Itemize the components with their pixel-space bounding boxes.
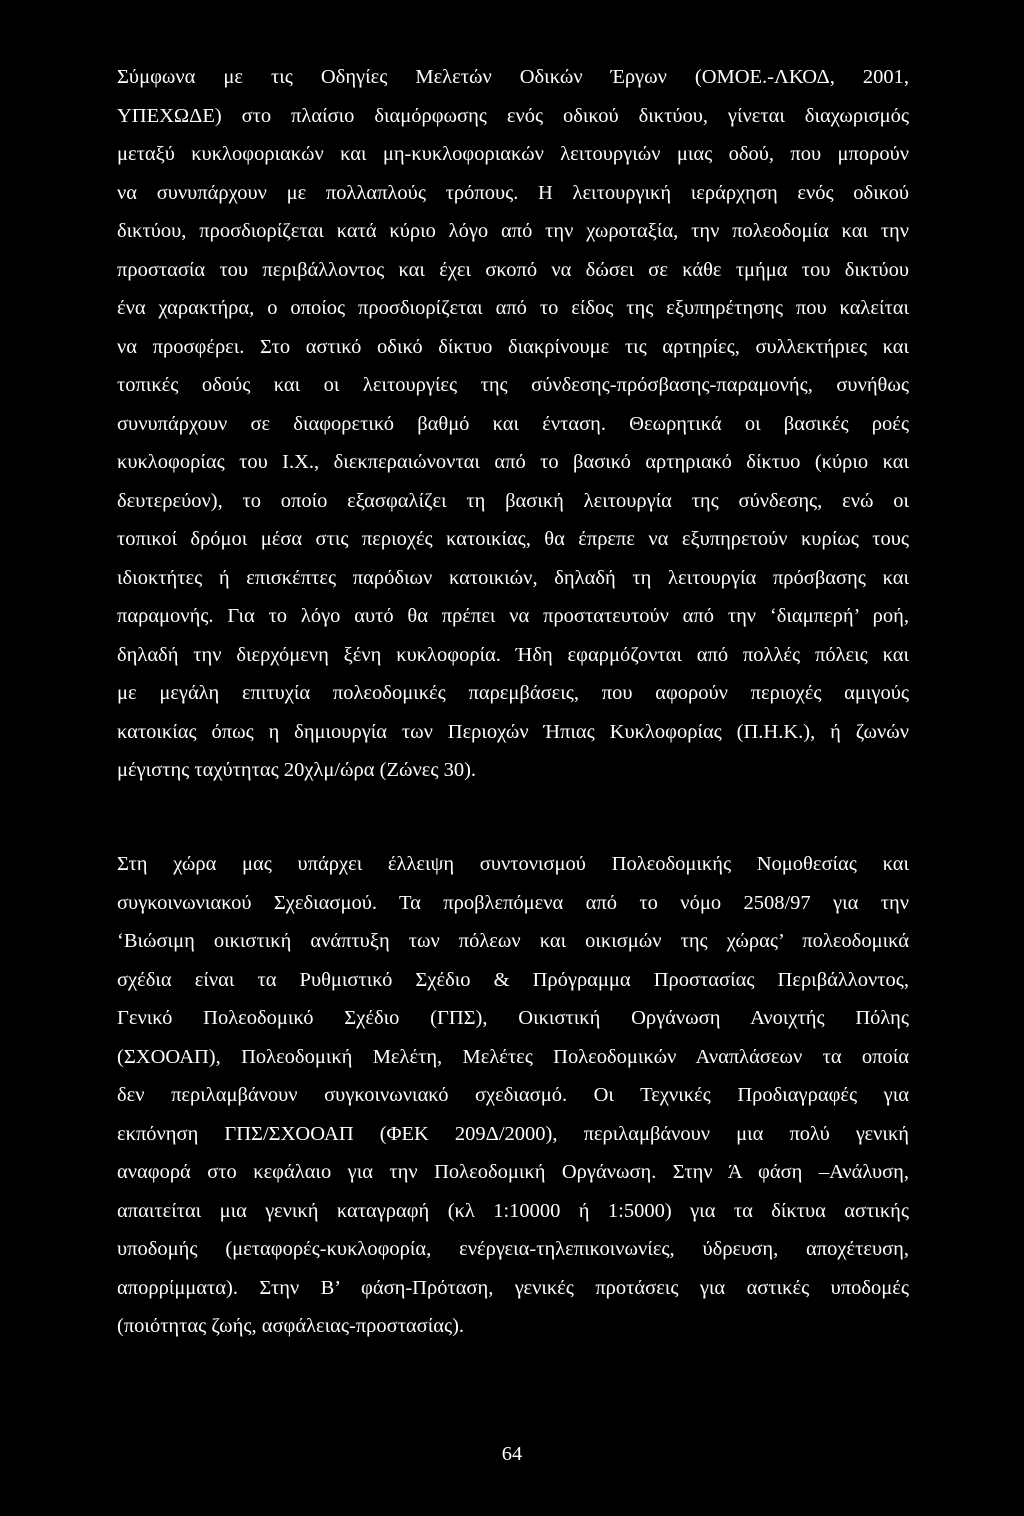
paragraph-2 (117, 845, 909, 1346)
text-line: δικτύου, προσδιορίζεται κατά κύριο λόγο από την χωροταξία, την πολεοδομία και την (117, 220, 909, 242)
text-line: Γενικό Πολεοδομικό Σχέδιο (ΓΠΣ), Οικιστική Οργάνωση Ανοιχτής Πόλης (117, 1007, 909, 1029)
text-line: παραμονής. Για το λόγο αυτό θα πρέπει να προστατευτούν από την ‘διαμπερή’ ροή, (117, 605, 909, 627)
text-line: συνυπάρχουν σε διαφορετικό βαθμό και ένταση. Θεωρητικά οι βασικές ροές (117, 412, 909, 435)
text-line: δεν περιλαμβάνουν συγκοινωνιακό σχεδιασμό. Οι Τεχνικές Προδιαγραφές για (117, 1084, 909, 1106)
text-line: Στη χώρα μας υπάρχει έλλειψη συντονισμού Πολεοδομικής Νομοθεσίας και (117, 853, 909, 875)
text-line: υποδομής (μεταφορές-κυκλοφορία, ενέργεια-τηλεπικοινωνίες, ύδρευση, αποχέτευση, (117, 1238, 909, 1260)
text-line: (ποιότητας ζωής, ασφάλειας-προστασίας). (117, 1315, 465, 1337)
text-line: Σύμφωνα με τις Οδηγίες Μελετών Οδικών Έργων (ΟΜΟΕ.-ΛΚΟΔ, 2001, (117, 66, 909, 88)
page-number: 64 (501, 1443, 523, 1465)
text-line: να προσφέρει. Στο αστικό οδικό δίκτυο διακρίνουμε τις αρτηρίες, συλλεκτήριες και (117, 335, 909, 358)
text-line: τοπικοί δρόμοι μέσα στις περιοχές κατοικίας, θα έπρεπε να εξυπηρετούν κυρίως τους (117, 528, 909, 550)
text-line: απαιτείται μια γενική καταγραφή (κλ 1:10000 ή 1:5000) για τα δίκτυα αστικής (117, 1199, 909, 1222)
text-line: κυκλοφορίας του Ι.Χ., διεκπεραιώνονται από το βασικό αρτηριακό δίκτυο (κύριο και (117, 451, 909, 473)
text-line: με μεγάλη επιτυχία πολεοδομικές παρεμβάσεις, που αφορούν περιοχές αμιγούς (117, 682, 909, 704)
text-line: ΥΠΕΧΩΔΕ) στο πλαίσιο διαμόρφωσης ενός οδικού δικτύου, γίνεται διαχωρισμός (117, 104, 909, 127)
text-line: εκπόνηση ΓΠΣ/ΣΧΟΟΑΠ (ΦΕΚ 209Δ/2000), περιλαμβάνουν μια πολύ γενική (117, 1122, 909, 1145)
text-line: απορρίμματα). Στην Β’ φάση-Πρόταση, γενικές προτάσεις για αστικές υποδομές (117, 1276, 909, 1299)
text-line: ένα χαρακτήρα, ο οποίος προσδιορίζεται από το είδος της εξυπηρέτησης που καλείται (117, 297, 909, 319)
text-line: (ΣΧΟΟΑΠ), Πολεοδομική Μελέτη, Μελέτες Πολεοδομικών Αναπλάσεων τα οποία (117, 1045, 909, 1068)
text-line: δευτερεύον), το οποίο εξασφαλίζει τη βασική λειτουργία της σύνδεσης, ενώ οι (117, 489, 909, 512)
text-line: ‘Βιώσιμη οικιστική ανάπτυξη των πόλεων και οικισμών της χώρας’ πολεοδομικά (117, 930, 909, 952)
text-line: προστασία του περιβάλλοντος και έχει σκοπό να δώσει σε κάθε τμήμα του δικτύου (117, 258, 909, 281)
text-line: τοπικές οδούς και οι λειτουργίες της σύνδεσης-πρόσβασης-παραμονής, συνήθως (117, 374, 909, 396)
text-line: κατοικίας όπως η δημιουργία των Περιοχών Ήπιας Κυκλοφορίας (Π.Η.Κ.), ή ζωνών (117, 720, 909, 743)
paragraph-1 (117, 58, 909, 790)
text-line: μέγιστης ταχύτητας 20χλμ/ώρα (Ζώνες 30). (117, 759, 477, 781)
text-line: ιδιοκτήτες ή επισκέπτες παρόδιων κατοικιών, δηλαδή τη λειτουργία πρόσβασης και (117, 566, 909, 589)
text-line: μεταξύ κυκλοφοριακών και μη-κυκλοφοριακών λειτουργιών μιας οδού, που μπορούν (117, 143, 909, 165)
text-line: αναφορά στο κεφάλαιο για την Πολεοδομική Οργάνωση. Στην Ά φάση –Ανάλυση, (117, 1161, 909, 1183)
text-line: σχέδια είναι τα Ρυθμιστικό Σχέδιο & Πρόγραμμα Προστασίας Περιβάλλοντος, (117, 968, 909, 991)
text-line: να συνυπάρχουν με πολλαπλούς τρόπους. Η λειτουργική ιεράρχηση ενός οδικού (117, 181, 909, 204)
text-line: συγκοινωνιακού Σχεδιασμού. Τα προβλεπόμενα από το νόμο 2508/97 για την (117, 891, 909, 914)
text-line: δηλαδή την διερχόμενη ξένη κυκλοφορία. Ήδη εφαρμόζονται από πολλές πόλεις και (117, 643, 909, 666)
